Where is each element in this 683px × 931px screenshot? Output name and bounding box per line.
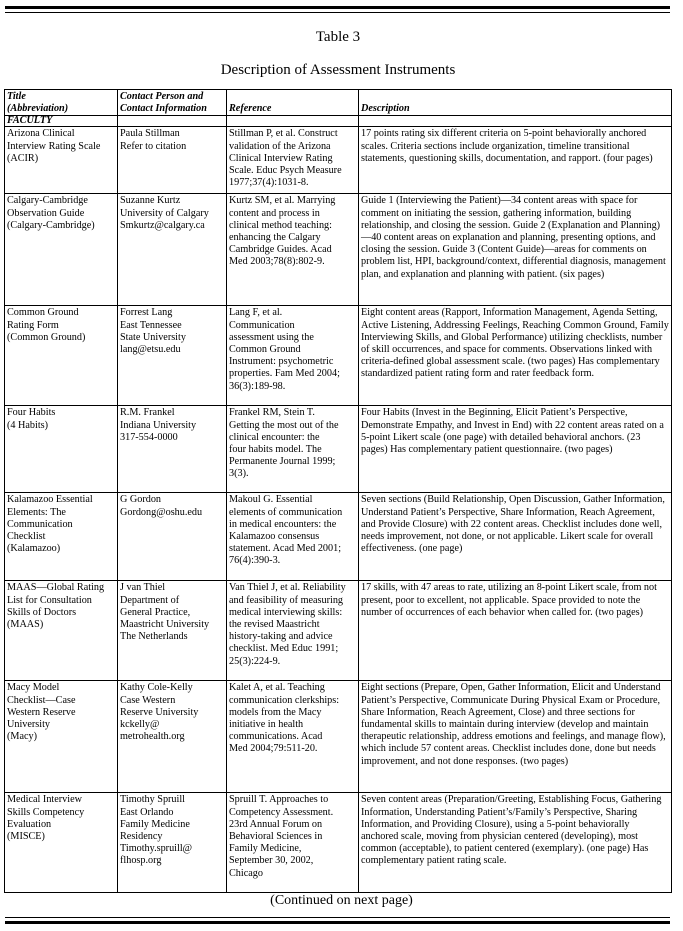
table-caption: Description of Assessment Instruments bbox=[220, 62, 456, 78]
instrument-description: 17 skills, with 47 areas to rate, utilizing an 8-point Likert scale, from not present, poor to excellent, not applicable. Space provided to note the number of occurrences of each behavior when called for. (two pages) bbox=[359, 581, 672, 681]
instrument-title: MAAS—Global Rating List for Consultation Skills of Doctors (MAAS) bbox=[5, 581, 118, 681]
instrument-description: Seven sections (Build Relationship, Open Discussion, Gather Information, Understand Patient’s Perspective, Share Information, Reach Agreement, and Provide Closure) with 22 content areas. Checklist includes done well, needs improvement, not done, or not applicable. Likert scale for overall effectiveness. (one page) bbox=[359, 493, 672, 581]
instrument-title: Four Habits (4 Habits) bbox=[5, 406, 118, 493]
table-number: Table 3 bbox=[315, 29, 361, 45]
contact-info: G Gordon Gordong@oshu.edu bbox=[118, 493, 227, 581]
top-rule-thick bbox=[5, 6, 670, 9]
instrument-description: Four Habits (Invest in the Beginning, Elicit Patient’s Perspective, Demonstrate Empathy, and Invest in End) with 22 content areas rated on a 5-point Likert scale (one page) with detailed behavioral anchors. (23 pages) Has complementary patient questionnaire. (two pages) bbox=[359, 406, 672, 493]
contact-info: J van Thiel Department of General Practice, Maastricht University The Netherlands bbox=[118, 581, 227, 681]
contact-info: Suzanne Kurtz University of Calgary Smkurtz@calgary.ca bbox=[118, 194, 227, 306]
instrument-title: Arizona Clinical Interview Rating Scale (ACIR) bbox=[5, 127, 118, 194]
contact-info: Timothy Spruill East Orlando Family Medicine Residency Timothy.spruill@ flhosp.org bbox=[118, 793, 227, 893]
reference-citation: Makoul G. Essential elements of communication in medical encounters: the Kalamazoo consensus statement. Acad Med 2001; 76(4):390-3. bbox=[227, 493, 359, 581]
instrument-description: Eight sections (Prepare, Open, Gather Information, Elicit and Understand Patient’s Perspective, Communicate During Physical Exam or Procedure, Share Information, Reach Agreement, Close) and three sections for fundamental skills to maintain during interview (develop and maintain therapeutic relationship, address emotions and feelings, and manage flow), which include 57 content areas. Checklist includes done, done but needs improvement, and not done responses. (two pages) bbox=[359, 681, 672, 793]
contact-info: Forrest Lang East Tennessee State University lang@etsu.edu bbox=[118, 306, 227, 406]
column-header-description: Description bbox=[359, 90, 672, 116]
header-row bbox=[5, 90, 672, 116]
instrument-description: 17 points rating six different criteria on 5-point behaviorally anchored scales. Criteria sections include organization, timeline transitional statements, questioning skills, documentation, and rapport. (four pages) bbox=[359, 127, 672, 194]
instrument-title: Common Ground Rating Form (Common Ground) bbox=[5, 306, 118, 406]
reference-citation: Kalet A, et al. Teaching communication clerkships: models from the Macy initiative in health communications. Acad Med 2004;79:511-20. bbox=[227, 681, 359, 793]
instrument-title: Macy Model Checklist—Case Western Reserve University (Macy) bbox=[5, 681, 118, 793]
instrument-description: Eight content areas (Rapport, Information Management, Agenda Setting, Active Listening, Addressing Feelings, Reaching Common Ground, Family Interviewing Skills, and Global Performance) utilizing checklists, number of skill occurrences, and space for comments. Observations linked with criteria-defined global assessment scale. (two pages) Has complementary standardized patient rating form and rater feedback form. bbox=[359, 306, 672, 406]
instrument-description: Guide 1 (Interviewing the Patient)—34 content areas with space for comment on initiating the session, gathering information, building relationship, and closing the session. Guide 2 (Explanation and Planning)—40 content areas on explanation and planning, presenting options, and closing the session. Guide 3 (Content Guide)—areas for comments on problem list, HPI, background/context, differential diagnosis, management plan, and explanation and planning with patient. (six pages) bbox=[359, 194, 672, 306]
section-empty-cell bbox=[227, 116, 359, 127]
section-empty-cell bbox=[118, 116, 227, 127]
reference-citation: Frankel RM, Stein T. Getting the most out of the clinical encounter: the four habits model. The Permanente Journal 1999; 3(3). bbox=[227, 406, 359, 493]
instrument-title: Medical Interview Skills Competency Evaluation (MISCE) bbox=[5, 793, 118, 893]
contact-info: Kathy Cole-Kelly Case Western Reserve University kckelly@ metrohealth.org bbox=[118, 681, 227, 793]
section-row-faculty bbox=[5, 116, 672, 127]
table-row bbox=[5, 793, 672, 893]
instrument-description: Seven content areas (Preparation/Greeting, Establishing Focus, Gathering Information, Understanding Patient’s/Family’s Perspective, Sharing Information, and Providing Closure), using a 5-point behaviorally anchored scale, moving from physician centered (developing), most common (acceptable), to patient centered (exemplary). (one page) Has complementary patient rating scale. bbox=[359, 793, 672, 893]
table-row bbox=[5, 581, 672, 681]
table-row bbox=[5, 194, 672, 306]
section-empty-cell bbox=[359, 116, 672, 127]
reference-citation: Lang F, et al. Communication assessment using the Common Ground Instrument: psychometric properties. Fam Med 2004; 36(3):189-98. bbox=[227, 306, 359, 406]
column-header-contact: Contact Person and Contact Information bbox=[118, 90, 227, 116]
instrument-title: Kalamazoo Essential Elements: The Communication Checklist (Kalamazoo) bbox=[5, 493, 118, 581]
instrument-title: Calgary-Cambridge Observation Guide (Calgary-Cambridge) bbox=[5, 194, 118, 306]
reference-citation: Stillman P, et al. Construct validation of the Arizona Clinical Interview Rating Scale. Educ Psych Measure 1977;37(4):1031-8. bbox=[227, 127, 359, 194]
table-row bbox=[5, 681, 672, 793]
top-rule-thin bbox=[5, 12, 670, 13]
column-header-title: Title (Abbreviation) bbox=[5, 90, 118, 116]
reference-citation: Van Thiel J, et al. Reliability and feasibility of measuring medical interviewing skills: the revised Maastricht history-taking and advice checklist. Med Educ 1991; 25(3):224-9. bbox=[227, 581, 359, 681]
reference-citation: Kurtz SM, et al. Marrying content and process in clinical method teaching: enhancing the Calgary Cambridge Guides. Acad Med 2003;78(8):802-9. bbox=[227, 194, 359, 306]
contact-info: Paula Stillman Refer to citation bbox=[118, 127, 227, 194]
assessment-instruments-table bbox=[4, 89, 672, 893]
continued-notice: (Continued on next page) bbox=[270, 893, 413, 908]
table-row bbox=[5, 127, 672, 194]
reference-citation: Spruill T. Approaches to Competency Assessment. 23rd Annual Forum on Behavioral Sciences in Family Medicine, September 30, 2002, Chicago bbox=[227, 793, 359, 893]
table-row bbox=[5, 493, 672, 581]
table-row bbox=[5, 306, 672, 406]
bottom-rule-thick bbox=[5, 921, 670, 924]
table-row bbox=[5, 406, 672, 493]
bottom-rule-thin bbox=[5, 917, 670, 918]
section-label: FACULTY bbox=[5, 116, 118, 127]
contact-info: R.M. Frankel Indiana University 317-554-0000 bbox=[118, 406, 227, 493]
column-header-reference: Reference bbox=[227, 90, 359, 116]
